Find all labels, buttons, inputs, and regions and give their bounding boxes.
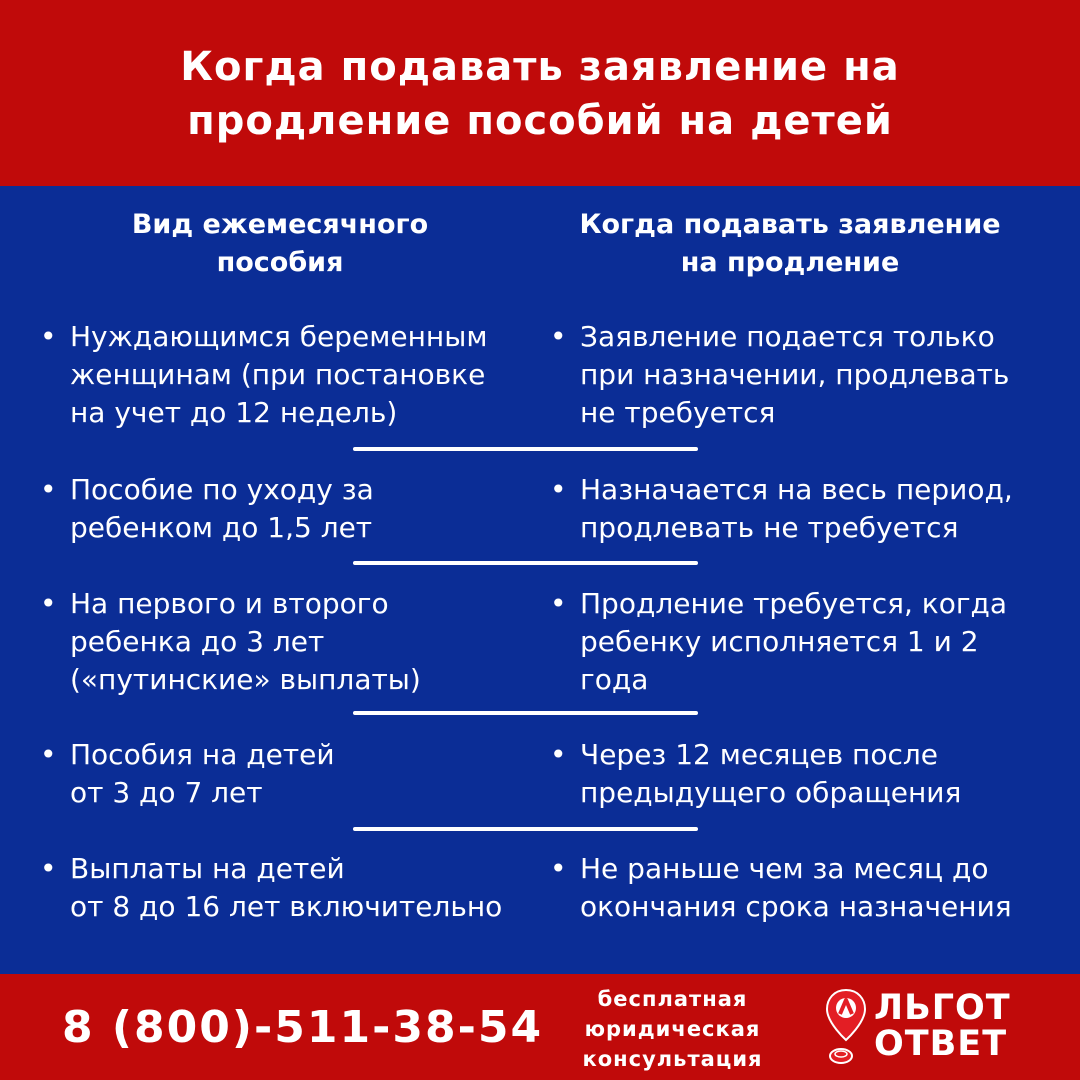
benefit-text-line: На первого и второго xyxy=(70,587,389,620)
bullet-icon: • xyxy=(550,320,567,353)
benefit-text-line: Пособия на детей xyxy=(70,738,335,771)
coin-icon xyxy=(830,1049,852,1063)
renewal-item-4 xyxy=(550,736,1060,812)
renewal-text-line: продлевать не требуется xyxy=(580,511,959,544)
benefit-item-2 xyxy=(40,471,540,547)
column-heading-benefit-type xyxy=(70,206,490,282)
consultation-line: бесплатная xyxy=(597,987,748,1011)
consultation-line: консультация xyxy=(582,1047,763,1071)
row-divider xyxy=(353,827,698,831)
benefit-text-line: Нуждающимся беременным xyxy=(70,320,488,353)
benefit-item-5 xyxy=(40,850,540,926)
renewal-text-line: Через 12 месяцев после xyxy=(580,738,938,771)
page-title-line-1: Когда подавать заявление на xyxy=(180,44,900,90)
benefit-item-1 xyxy=(40,318,540,432)
row-divider xyxy=(353,561,698,565)
renewal-text-line: предыдущего обращения xyxy=(580,776,962,809)
benefit-text-line: Пособие по уходу за xyxy=(70,473,374,506)
renewal-item-5 xyxy=(550,850,1060,926)
benefit-text-line: ребенком до 1,5 лет xyxy=(70,511,373,544)
renewal-text-line: не требуется xyxy=(580,396,776,429)
benefit-item-4 xyxy=(40,736,540,812)
renewal-text-line: окончания срока назначения xyxy=(580,890,1012,923)
bullet-icon: • xyxy=(550,852,567,885)
free-consultation-caption xyxy=(565,984,780,1074)
renewal-text-line: при назначении, продлевать xyxy=(580,358,1010,391)
bullet-icon: • xyxy=(40,852,57,885)
consultation-line: юридическая xyxy=(584,1017,761,1041)
column-heading-line: на продление xyxy=(680,247,900,278)
benefit-text-line: на учет до 12 недель) xyxy=(70,396,398,429)
renewal-item-3 xyxy=(550,585,1060,699)
bullet-icon: • xyxy=(550,738,567,771)
bullet-icon: • xyxy=(40,473,57,506)
benefit-text-line: женщинам (при постановке xyxy=(70,358,486,391)
renewal-text-line: Продление требуется, когда xyxy=(580,587,1008,620)
renewal-text-line: ребенку исполняется 1 и 2 xyxy=(580,625,979,658)
phone-number[interactable]: 8 (800)-511-38-54 xyxy=(62,1002,544,1053)
renewal-item-2 xyxy=(550,471,1060,547)
bullet-icon: • xyxy=(40,587,57,620)
bullet-icon: • xyxy=(40,738,57,771)
column-heading-line: Вид ежемесячного xyxy=(131,209,429,240)
page-title-line-2: продление пособий на детей xyxy=(187,98,893,144)
bullet-icon: • xyxy=(550,587,567,620)
page-title xyxy=(0,40,1080,148)
renewal-text-line: Назначается на весь период, xyxy=(580,473,1013,506)
brand-name xyxy=(874,990,1011,1062)
row-divider xyxy=(353,447,698,451)
renewal-text-line: Не раньше чем за месяц до xyxy=(580,852,989,885)
brand-logo xyxy=(818,984,1038,1070)
benefit-text-line: Выплаты на детей xyxy=(70,852,345,885)
renewal-text-line: Заявление подается только xyxy=(580,320,995,353)
row-divider xyxy=(353,711,698,715)
bullet-icon: • xyxy=(550,473,567,506)
bullet-icon: • xyxy=(40,320,57,353)
column-heading-when-to-apply xyxy=(540,206,1040,282)
brand-name-line: ЛЬГОТ xyxy=(874,988,1011,1028)
benefit-text-line: («путинские» выплаты) xyxy=(70,663,421,696)
column-heading-line: пособия xyxy=(216,247,344,278)
renewal-item-1 xyxy=(550,318,1060,432)
benefit-text-line: от 3 до 7 лет xyxy=(70,776,263,809)
benefit-text-line: ребенка до 3 лет xyxy=(70,625,325,658)
map-pin-icon xyxy=(824,988,868,1066)
column-heading-line: Когда подавать заявление xyxy=(579,209,1001,240)
brand-name-line: ОТВЕТ xyxy=(874,1024,1008,1064)
benefit-text-line: от 8 до 16 лет включительно xyxy=(70,890,503,923)
renewal-text-line: года xyxy=(580,663,649,696)
benefit-item-3 xyxy=(40,585,540,699)
